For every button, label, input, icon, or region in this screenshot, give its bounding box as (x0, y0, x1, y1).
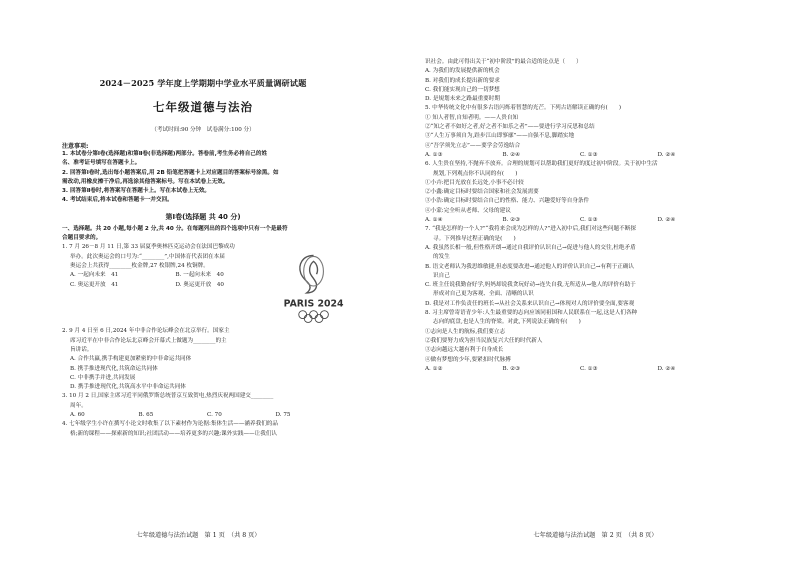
notes-list (62, 150, 344, 206)
option-d: D. 奥运更开放 40 (175, 281, 224, 288)
option-a: A. 一起向未来 41 (70, 272, 119, 279)
question-6-stem: 6. 人生贵在坚持,不抛弃不放弃。合理的规划可以帮助我们更好的度过初中阶段。关于初中生活 (425, 161, 658, 168)
question-2-stem: 2. 9 月 4 日至 6 日,2024 年中非合作论坛峰会在北京举行。国家主 (62, 328, 230, 335)
note-line: 1. 本试卷分第Ⅰ卷(选择题)和第Ⅱ卷(非选择题)两部分。答卷前,考生务必将自己的姓 (62, 151, 268, 157)
option-d: D. ②④ (657, 217, 676, 224)
option-c: C. 我们能实现自己的一切梦想 (425, 86, 500, 93)
question-4-stem: 格;新的课程——探索新的知识;社团活动——培养更多的兴趣;课外实践——让我们认 (70, 430, 278, 437)
option-b: B. ②③ (502, 217, 521, 224)
question-8-stem: 8. 习主席曾寄语青少年:人生最重要的志向应该同祖国和人民联系在一起,这是人们各种 (425, 310, 638, 317)
statement-item: ②我们要努力成为担当民族复兴大任的时代新人 (425, 337, 543, 344)
option-b: B. 语文老师认为我思维敏捷,但态度要改进→通过他人的评价认识自己→有利于正确认 (425, 263, 635, 270)
notes-heading: 注意事项: (62, 143, 89, 150)
statement-item: ① 知人者智,自知者明。——人贵自知 (425, 114, 519, 121)
statement-item: ②小鑫:确定目标时要结合国家和社会发展需要 (425, 189, 539, 196)
section-instruction: 合题目要求的。 (62, 235, 102, 242)
question-8 (425, 309, 735, 374)
option-a: A. ①③ (425, 151, 443, 158)
option-c: C. 奥运更开放 41 (70, 281, 119, 288)
option-b: B. 携手推进现代化,共筑命运共同体 (70, 365, 158, 372)
option-a-cont: 的发生 (433, 254, 450, 261)
option-a: A. 合作共赢,携手构建更加紧密的中非命运共同体 (70, 356, 192, 363)
exam-time-score: （考试时间:90 分钟 试卷满分:100 分） (151, 127, 255, 133)
option-c: C. 班主任说我勤奋好学,妈妈却说我贪玩好动→连失自我,无所适从→他人的评价有助于 (425, 282, 636, 289)
question-7 (425, 225, 735, 309)
option-b: B. ②④ (502, 151, 521, 158)
exam-subject: 七年级道德与法治 (153, 100, 253, 114)
option-c-cont: 形成对自己更为客观、全面、清晰的认识 (433, 291, 534, 298)
question-7-stem: 寻。下列推导过程正确的是( ) (433, 235, 516, 242)
question-3 (62, 392, 344, 420)
question-3-stem: 3. 10 月 2 日,国家主席习近平同俄罗斯总统普京互致贺电,热烈庆祝两国建交________ (62, 393, 274, 400)
option-c: C. 70 (207, 412, 222, 419)
option-d: D. ②④ (657, 365, 676, 372)
question-6 (425, 160, 735, 225)
option-b-cont: 识自己 (433, 272, 450, 279)
question-6-stem: 规划,下列观点你不认同的有( ) (433, 170, 518, 177)
note-line: 2. 回答第Ⅰ卷时,选出每小题答案后,用 2B 铅笔把答题卡上对应题目的答案标号涂黑。如 (62, 169, 279, 176)
statement-item: ③小浩:确定目标时要结合自己的性格、能力、兴趣爱好等自身条件 (425, 198, 590, 205)
question-1-stem: 奥运会上共获得________枚金牌,27 枚银牌,24 枚铜牌。 (70, 262, 209, 269)
logo-text: PARIS 2024 (283, 299, 344, 311)
question-8-stem: 志向的底盘,也是人生的脊梁。对此,下列说法正确的有( ) (433, 319, 581, 326)
question-2-stem: 席习近平在中非合作论坛北京峰会开幕式上做题为________的主 (70, 337, 227, 344)
question-5-stem: 5. 中华传统文化中有很多古语闪烁着智慧的光芒。下列古语解读正确的有( ) (425, 105, 622, 112)
note-line: 3. 回答第Ⅱ卷时,将答案写在答题卡上。写在本试卷上无效。 (62, 188, 211, 195)
option-d: D. 我是对工作负责任的班长→从社会关系来认识自己→体现对人的评价要全面,要客观 (425, 300, 635, 307)
question-1 (62, 243, 344, 327)
question-7-stem: 7. “我是怎样的一个人?”“我将来会成为怎样的人?”进入初中后,我们对这些问题不断探 (425, 226, 636, 233)
question-4-stem: 识社会。由此可得出关于“初中阶段”的最合适的论点是（ ） (425, 59, 582, 65)
page-1-column (62, 78, 344, 439)
option-b: B. 对我们的成长提出新的要求 (425, 77, 500, 84)
option-b: B. 65 (138, 412, 154, 419)
page-2-footer: 七年级道德与法治试题 第 2 页 （共 8 页） (533, 532, 658, 539)
option-c: C. ①③ (580, 217, 598, 224)
statement-item: ②“知之者不如好之者,好之者不如乐之者”——要进行学习反思和总结 (425, 124, 595, 131)
statement-item: ④“吾学须先立志”——要学会劳逸结合 (425, 142, 521, 149)
option-c: C. ①③ (580, 151, 598, 158)
question-4-stem: 4. 七年级学生小许在撰写小论文时收集了以下素材作为论据:集体生活——涵养我们的品 (62, 421, 278, 428)
question-2-stem: 旨讲话。 (70, 346, 93, 353)
option-d: D. 是規划未来之路最重要时期 (425, 96, 500, 103)
option-a: A. ①④ (425, 217, 443, 224)
exam-page-2 (397, 0, 794, 562)
statement-item: ①志向是人生的航标,我们要立志 (425, 328, 506, 335)
question-1-stem: 1. 7 月 26－8 月 11 日,第 33 届夏季奥林匹克运动会在法国巴黎成功 (62, 244, 235, 251)
note-line: 需改动,用橡皮擦干净后,再选涂其他答案标号。写在本试卷上无效。 (62, 178, 229, 185)
option-a: A. 为我们的发展提供新的机会 (425, 68, 500, 75)
question-4-continued (425, 58, 735, 104)
option-a: A. 60 (70, 412, 85, 419)
paris-2024-logo (283, 247, 344, 327)
option-a: A. 我虽然长相一般,但性格开朗→通过自我评价认识自己→促进与他人的交往,杜绝矛盾 (425, 244, 636, 251)
statement-item: ①小卉:把目光放在长远处,小事不必计较 (425, 179, 524, 186)
option-d: D. 携手推进现代化,共筑高水平中非命运共同体 (70, 384, 186, 391)
option-a: A. ①② (425, 365, 443, 372)
option-d: D. 75 (275, 412, 291, 419)
page-2-column (425, 58, 735, 374)
exam-title: 2024－2025 学年度上学期期中学业水平质量调研试题 (99, 78, 307, 88)
part-one-title: 第Ⅰ卷(选择题 共 40 分) (165, 212, 241, 221)
section-instruction: 一、选择题。共 20 小题,每小题 2 分,共 40 分。在每题列出的四个选项中只有一个是最符 (62, 225, 288, 232)
question-4 (62, 420, 344, 439)
option-b: B. 一起向未来 40 (175, 272, 224, 279)
question-5 (425, 104, 735, 160)
statement-item: ④小蒙:完全听从老师、父母的建议 (425, 207, 511, 214)
question-1-stem: 举办。此次奥运会的口号为:“________”,中国体育代表团在本届 (70, 253, 225, 260)
statement-item: ③“人生万事须自为,跬步江山即寥廓”——自强不息,脚踏实地 (425, 133, 575, 140)
note-line: 4. 考试结束后,将本试卷和答题卡一并交回。 (62, 197, 173, 204)
statement-item: ③志向越远大越有利于自身成长 (425, 347, 504, 354)
note-line: 名、准考证号填写在答题卡上。 (62, 160, 141, 167)
option-c: C. ①③ (580, 365, 598, 372)
page-1-footer: 七年级道德与法治试题 第 1 页 （共 8 页） (136, 532, 261, 539)
question-2 (62, 327, 344, 392)
statement-item: ④做有梦想的少年,要紧扣时代脉搏 (425, 356, 511, 363)
option-d: D. ②④ (657, 151, 676, 158)
option-c: C. 中非携手并进,共同发展 (70, 374, 136, 381)
option-b: B. ②③ (502, 365, 521, 372)
question-3-stem: 周年。 (70, 402, 87, 409)
